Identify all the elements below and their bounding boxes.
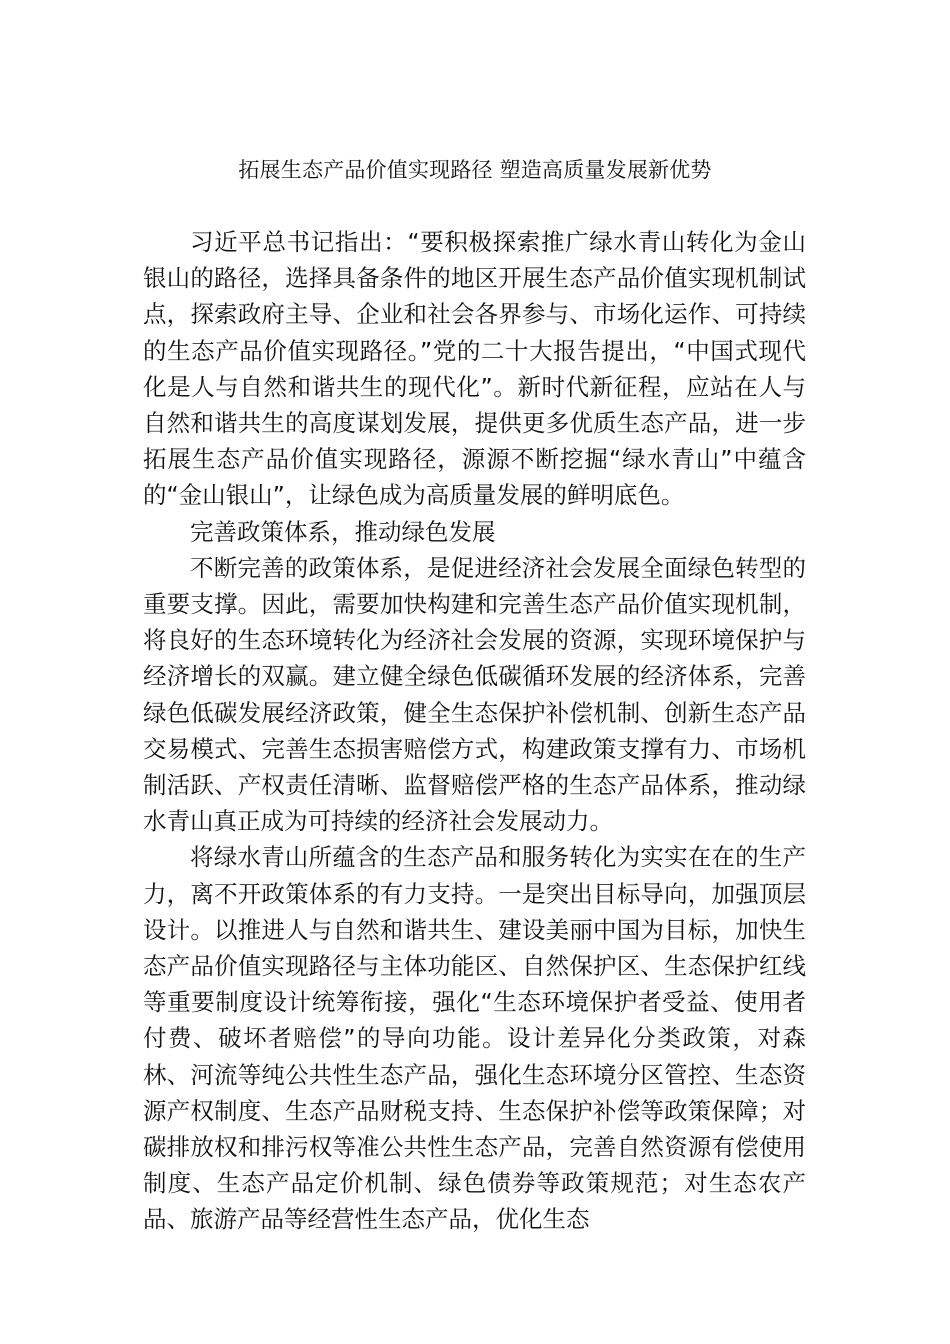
- document-title: 拓展生态产品价值实现路径 塑造高质量发展新优势: [238, 158, 712, 182]
- document-body: [143, 224, 806, 1238]
- paragraph-policy-support: 将绿水青山所蕴含的生态产品和服务转化为实实在在的生产力，离不开政策体系的有力支持。一是突出目标导向，加强顶层设计。以推进人与自然和谐共生、建设美丽中国为目标，加快生态产品价值实现路径与主体功能区、自然保护区、生态保护红线等重要制度设计统筹衔接，强化“生态环境保护者受益、使用者付费、破坏者赔偿”的导向功能。设计差异化分类政策，对森林、河流等纯公共性生态产品，强化生态环境分区管控、生态资源产权制度、生态产品财税支持、生态保护补偿等政策保障；对碳排放权和排污权等准公共性生态产品，完善自然资源有偿使用制度、生态产品定价机制、绿色债券等政策规范；对生态农产品、旅游产品等经营性生态产品，优化生态: [143, 843, 806, 1234]
- paragraph-intro: 习近平总书记指出：“要积极探索推广绿水青山转化为金山银山的路径，选择具备条件的地区开展生态产品价值实现机制试点，探索政府主导、企业和社会各界参与、市场化运作、可持续的生态产品价值实现路径。”党的二十大报告提出，“中国式现代化是人与自然和谐共生的现代化”。新时代新征程，应站在人与自然和谐共生的高度谋划发展，提供更多优质生态产品，进一步拓展生态产品价值实现路径，源源不断挖掘“绿水青山”中蕴含的“金山银山”，让绿色成为高质量发展的鲜明底色。: [143, 228, 806, 510]
- section-heading: 完善政策体系，推动绿色发展: [190, 517, 496, 546]
- paragraph-policy-system: 不断完善的政策体系，是促进经济社会发展全面绿色转型的重要支撑。因此，需要加快构建和完善生态产品价值实现机制，将良好的生态环境转化为经济社会发展的资源，实现环境保护与经济增长的双赢。建立健全绿色低碳循环发展的经济体系，完善绿色低碳发展经济政策，健全生态保护补偿机制、创新生态产品交易模式、完善生态损害赔偿方式，构建政策支撑有力、市场机制活跃、产权责任清晰、监督赔偿严格的生态产品体系，推动绿水青山真正成为可持续的经济社会发展动力。: [143, 553, 806, 836]
